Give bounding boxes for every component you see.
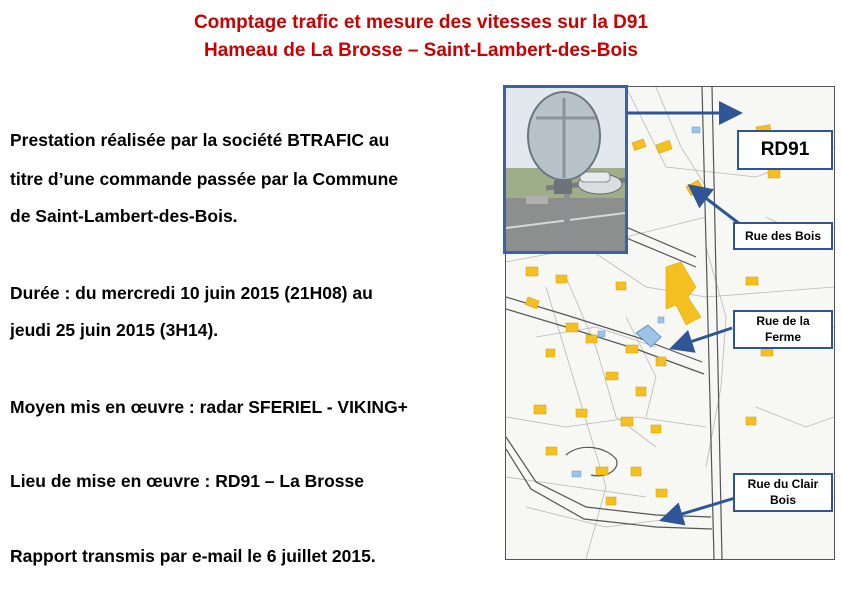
prestation-line-2: titre d’une commande passée par la Commune [10, 169, 399, 189]
label-rd91-text: RD91 [760, 139, 810, 160]
rapport-text: Rapport transmis par e-mail le 6 juillet 2015. [10, 546, 376, 566]
prestation-line-1: Prestation réalisée par la société BTRAFIC au [10, 130, 390, 150]
prestation-line-3: de Saint-Lambert-des-Bois. [10, 206, 238, 226]
label-rue-de-la-ferme-line-1: Rue de la [756, 314, 810, 328]
label-rue-de-la-ferme [733, 310, 833, 349]
radar-photo [503, 85, 628, 254]
radar-photo-drawing [506, 88, 625, 251]
label-rue-du-clair-bois [733, 473, 833, 512]
label-rue-de-la-ferme-line-2: Ferme [764, 330, 802, 344]
title-line-1: Comptage trafic et mesure des vitesses sur la D91 [193, 12, 649, 33]
label-rue-du-clair-bois-line-1: Rue du Clair [747, 477, 819, 491]
duree-line-1: Durée : du mercredi 10 juin 2015 (21H08) au [10, 283, 373, 303]
moyen-text: Moyen mis en œuvre : radar SFERIEL - VIKING+ [10, 397, 408, 417]
duree-line-2: jeudi 25 juin 2015 (3H14). [10, 320, 219, 340]
label-rd91 [737, 130, 833, 170]
title-line-2: Hameau de La Brosse – Saint-Lambert-des-Bois [204, 40, 638, 61]
label-rue-des-bois [733, 222, 833, 250]
lieu-text: Lieu de mise en œuvre : RD91 – La Brosse [10, 471, 365, 491]
label-rue-des-bois-text: Rue des Bois [744, 229, 822, 243]
label-rue-du-clair-bois-line-2: Bois [769, 493, 796, 507]
